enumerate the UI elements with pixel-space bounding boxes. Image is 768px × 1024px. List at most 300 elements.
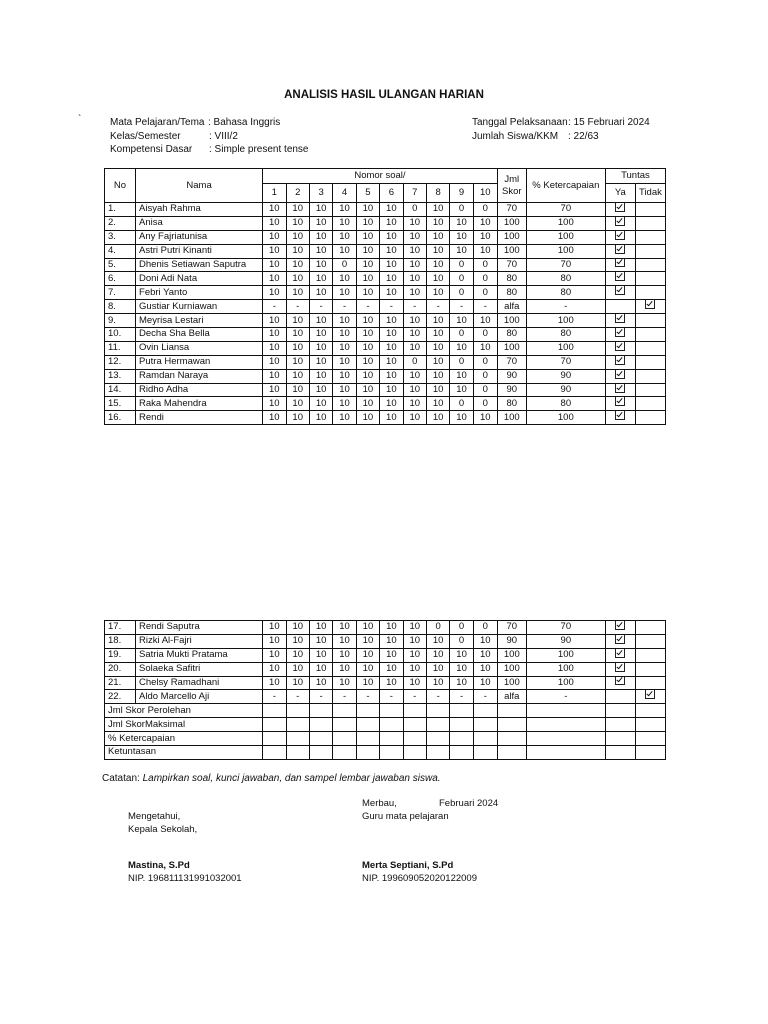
cell-score: 10: [309, 355, 332, 369]
cell-nama: Solaeka Safitri: [136, 662, 263, 676]
cell-tuntas-ya: [605, 258, 635, 272]
cell-score: -: [380, 300, 403, 314]
cell-score: 10: [333, 203, 356, 217]
cell-tuntas-tidak: [635, 634, 665, 648]
cell-score: 10: [473, 662, 497, 676]
summary-cell: [356, 746, 379, 760]
cell-nama: Any Fajriatunisa: [136, 230, 263, 244]
table-row: [105, 286, 666, 300]
cell-score: -: [473, 690, 497, 704]
summary-cell: [426, 732, 449, 746]
cell-no: 12.: [105, 355, 136, 369]
header-skor: Skor: [502, 185, 522, 197]
cell-score: 10: [263, 397, 286, 411]
cell-tuntas-ya: [605, 676, 635, 690]
checkbox-checked-icon: [615, 244, 625, 253]
summary-cell: [526, 718, 605, 732]
cell-tuntas-ya: [605, 272, 635, 286]
cell-ketercapaian: 100: [526, 662, 605, 676]
cell-jml-skor: 90: [497, 383, 526, 397]
cell-score: 10: [333, 634, 356, 648]
cell-nama: Ramdan Naraya: [136, 369, 263, 383]
summary-cell: [263, 718, 286, 732]
cell-ketercapaian: 80: [526, 286, 605, 300]
cell-ketercapaian: 70: [526, 621, 605, 635]
cell-score: -: [450, 690, 473, 704]
cell-score: -: [403, 690, 426, 704]
table-row: [105, 355, 666, 369]
cell-score: 10: [333, 216, 356, 230]
cell-score: 10: [263, 676, 286, 690]
summary-cell: [263, 704, 286, 718]
cell-score: 10: [333, 314, 356, 328]
checkbox-checked-icon: [615, 648, 625, 657]
cell-tuntas-ya: [605, 634, 635, 648]
cell-score: -: [333, 690, 356, 704]
cell-score: 10: [286, 258, 309, 272]
header-soal-2: 2: [286, 184, 309, 203]
cell-jml-skor: 100: [497, 244, 526, 258]
cell-no: 4.: [105, 244, 136, 258]
checkbox-checked-icon: [615, 355, 625, 364]
cell-score: 10: [356, 676, 379, 690]
table-row: [105, 397, 666, 411]
cell-score: 0: [473, 355, 497, 369]
summary-cell: [426, 746, 449, 760]
summary-cell: [309, 746, 332, 760]
summary-cell: [286, 746, 309, 760]
cell-jml-skor: 80: [497, 397, 526, 411]
summary-cell: [286, 718, 309, 732]
cell-nama: Rendi: [136, 411, 263, 425]
cell-jml-skor: 90: [497, 634, 526, 648]
cell-ketercapaian: -: [526, 300, 605, 314]
table-row: [105, 662, 666, 676]
cell-ketercapaian: 90: [526, 634, 605, 648]
cell-no: 18.: [105, 634, 136, 648]
checkbox-checked-icon: [615, 216, 625, 225]
cell-score: 10: [426, 328, 449, 342]
cell-tuntas-tidak: [635, 662, 665, 676]
cell-score: 10: [380, 634, 403, 648]
cell-score: 10: [286, 648, 309, 662]
header-soal-3: 3: [309, 184, 332, 203]
cell-score: 10: [286, 662, 309, 676]
cell-score: 10: [356, 328, 379, 342]
cell-score: 10: [380, 341, 403, 355]
jumlah-label: Jumlah Siswa/KKM: [472, 131, 559, 142]
cell-score: 0: [473, 328, 497, 342]
summary-cell: [333, 704, 356, 718]
checkbox-checked-icon: [615, 314, 625, 323]
table-row: [105, 300, 666, 314]
cell-score: 10: [309, 383, 332, 397]
cell-score: 10: [380, 383, 403, 397]
header-soal-8: 8: [426, 184, 449, 203]
header-nama: Nama: [136, 169, 263, 203]
table-row: [105, 411, 666, 425]
summary-cell: [473, 746, 497, 760]
cell-tuntas-ya: [605, 203, 635, 217]
cell-score: 10: [426, 397, 449, 411]
cell-score: 10: [263, 648, 286, 662]
checkbox-checked-icon: [615, 230, 625, 239]
cell-score: 10: [403, 258, 426, 272]
header-soal-10: 10: [473, 184, 497, 203]
cell-score: 10: [426, 286, 449, 300]
summary-cell: [403, 718, 426, 732]
cell-score: 10: [380, 648, 403, 662]
summary-cell: [356, 732, 379, 746]
summary-cell: [333, 746, 356, 760]
cell-jml-skor: 100: [497, 648, 526, 662]
cell-ketercapaian: -: [526, 690, 605, 704]
cell-jml-skor: 80: [497, 272, 526, 286]
cell-tuntas-ya: [605, 648, 635, 662]
cell-score: 10: [309, 634, 332, 648]
cell-ketercapaian: 90: [526, 383, 605, 397]
summary-cell: [263, 732, 286, 746]
summary-cell: [356, 704, 379, 718]
signature-right-line1: Guru mata pelajaran: [362, 811, 449, 822]
tanggal-label: Tanggal Pelaksanaan: [472, 117, 568, 128]
cell-tuntas-tidak: [635, 203, 665, 217]
cell-no: 21.: [105, 676, 136, 690]
cell-score: 10: [403, 328, 426, 342]
header-soal-6: 6: [380, 184, 403, 203]
summary-cell: [497, 718, 526, 732]
cell-score: 10: [333, 341, 356, 355]
table-row: [105, 341, 666, 355]
summary-cell: [473, 718, 497, 732]
cell-score: 10: [403, 272, 426, 286]
cell-score: 10: [450, 648, 473, 662]
cell-score: 10: [473, 676, 497, 690]
stray-mark: `: [78, 114, 82, 125]
cell-score: 10: [356, 662, 379, 676]
cell-tuntas-tidak: [635, 286, 665, 300]
cell-no: 10.: [105, 328, 136, 342]
cell-score: 10: [380, 244, 403, 258]
cell-score: 10: [333, 397, 356, 411]
cell-score: 10: [450, 341, 473, 355]
cell-score: 10: [263, 662, 286, 676]
cell-tuntas-tidak: [635, 258, 665, 272]
checkbox-checked-icon: [615, 203, 625, 212]
cell-score: 10: [426, 648, 449, 662]
cell-score: 10: [333, 411, 356, 425]
summary-cell: [380, 732, 403, 746]
cell-jml-skor: 70: [497, 621, 526, 635]
cell-no: 14.: [105, 383, 136, 397]
table-row: [105, 314, 666, 328]
summary-cell: [426, 718, 449, 732]
signature-left-line1: Mengetahui,: [128, 811, 181, 822]
cell-score: 10: [403, 216, 426, 230]
cell-jml-skor: 100: [497, 314, 526, 328]
cell-score: -: [263, 300, 286, 314]
cell-score: 10: [286, 355, 309, 369]
cell-score: 10: [356, 244, 379, 258]
cell-tuntas-tidak: [635, 230, 665, 244]
cell-ketercapaian: 90: [526, 369, 605, 383]
cell-tuntas-tidak: [635, 314, 665, 328]
checkbox-checked-icon: [615, 662, 625, 671]
header-jml-skor: [497, 169, 526, 203]
checkbox-checked-icon: [615, 397, 625, 406]
summary-label: % Ketercapaian: [105, 732, 263, 746]
cell-nama: Ovin Liansa: [136, 341, 263, 355]
summary-cell: [605, 718, 635, 732]
cell-nama: Aldo Marcello Aji: [136, 690, 263, 704]
cell-score: 10: [426, 244, 449, 258]
cell-no: 1.: [105, 203, 136, 217]
cell-score: 10: [473, 341, 497, 355]
cell-score: -: [356, 690, 379, 704]
cell-score: 10: [309, 286, 332, 300]
cell-score: 10: [473, 648, 497, 662]
cell-score: -: [473, 300, 497, 314]
cell-no: 7.: [105, 286, 136, 300]
summary-cell: [286, 704, 309, 718]
cell-nama: Ridho Adha: [136, 383, 263, 397]
checkbox-checked-icon: [615, 328, 625, 337]
table-row: [105, 648, 666, 662]
cell-score: 10: [333, 328, 356, 342]
cell-score: -: [286, 300, 309, 314]
cell-score: 10: [426, 634, 449, 648]
cell-score: 10: [403, 341, 426, 355]
summary-cell: [333, 718, 356, 732]
cell-ketercapaian: 100: [526, 648, 605, 662]
checkbox-checked-icon: [615, 272, 625, 281]
cell-score: 10: [309, 411, 332, 425]
cell-jml-skor: 100: [497, 676, 526, 690]
cell-no: 19.: [105, 648, 136, 662]
table-row: [105, 328, 666, 342]
cell-score: 10: [426, 355, 449, 369]
note: [102, 773, 441, 784]
kelas-value: : VIII/2: [209, 131, 238, 142]
cell-score: 0: [450, 634, 473, 648]
summary-cell: [356, 718, 379, 732]
signature-right-name: Merta Septiani, S.Pd: [362, 860, 454, 871]
page-title: ANALISIS HASIL ULANGAN HARIAN: [284, 89, 484, 101]
cell-jml-skor: 100: [497, 662, 526, 676]
cell-score: 10: [380, 286, 403, 300]
cell-score: 10: [309, 648, 332, 662]
cell-tuntas-ya: [605, 662, 635, 676]
cell-score: 10: [286, 411, 309, 425]
cell-score: 10: [286, 634, 309, 648]
table-row: [105, 634, 666, 648]
cell-score: 10: [356, 383, 379, 397]
cell-score: 10: [403, 286, 426, 300]
header-ya: Ya: [605, 184, 635, 203]
cell-score: 10: [309, 397, 332, 411]
cell-jml-skor: alfa: [497, 300, 526, 314]
cell-jml-skor: alfa: [497, 690, 526, 704]
cell-score: 10: [356, 272, 379, 286]
cell-score: 10: [333, 662, 356, 676]
cell-tuntas-ya: [605, 383, 635, 397]
cell-score: -: [380, 690, 403, 704]
summary-cell: [526, 704, 605, 718]
cell-no: 2.: [105, 216, 136, 230]
cell-score: 10: [403, 621, 426, 635]
cell-score: 10: [333, 272, 356, 286]
cell-tuntas-tidak: [635, 355, 665, 369]
summary-cell: [333, 732, 356, 746]
kd-value: : Simple present tense: [209, 144, 309, 155]
checkbox-checked-icon: [615, 286, 625, 295]
cell-score: 10: [380, 621, 403, 635]
summary-cell: [450, 746, 473, 760]
summary-label: Ketuntasan: [105, 746, 263, 760]
cell-score: 10: [309, 230, 332, 244]
cell-score: 10: [403, 244, 426, 258]
cell-score: 10: [309, 244, 332, 258]
cell-tuntas-tidak: [635, 216, 665, 230]
cell-score: 10: [309, 621, 332, 635]
summary-row: [105, 704, 666, 718]
cell-tuntas-tidak: [635, 328, 665, 342]
cell-no: 17.: [105, 621, 136, 635]
cell-score: 10: [380, 203, 403, 217]
cell-ketercapaian: 100: [526, 676, 605, 690]
cell-score: -: [450, 300, 473, 314]
cell-nama: Meyrisa Lestari: [136, 314, 263, 328]
summary-cell: [403, 704, 426, 718]
cell-score: 10: [426, 230, 449, 244]
cell-tuntas-tidak: [635, 690, 665, 704]
cell-tuntas-tidak: [635, 648, 665, 662]
cell-score: 0: [473, 397, 497, 411]
cell-score: -: [426, 690, 449, 704]
summary-row: [105, 732, 666, 746]
cell-score: 10: [426, 341, 449, 355]
cell-score: 10: [426, 314, 449, 328]
summary-cell: [380, 704, 403, 718]
cell-score: 0: [473, 369, 497, 383]
cell-score: 10: [356, 286, 379, 300]
cell-score: 0: [450, 328, 473, 342]
cell-score: -: [309, 690, 332, 704]
signature-right-nip: NIP. 199609052020122009: [362, 873, 477, 884]
cell-score: 10: [309, 216, 332, 230]
cell-score: 10: [263, 355, 286, 369]
table-row: [105, 383, 666, 397]
cell-score: 10: [380, 328, 403, 342]
cell-jml-skor: 70: [497, 355, 526, 369]
summary-cell: [635, 732, 665, 746]
summary-cell: [426, 704, 449, 718]
cell-nama: Febri Yanto: [136, 286, 263, 300]
cell-score: 10: [450, 314, 473, 328]
cell-ketercapaian: 80: [526, 328, 605, 342]
summary-row: [105, 718, 666, 732]
cell-score: 10: [403, 648, 426, 662]
cell-score: 10: [380, 314, 403, 328]
header-nomor-soal: Nomor soal/: [263, 169, 498, 184]
cell-score: 10: [356, 230, 379, 244]
cell-score: 0: [333, 258, 356, 272]
cell-ketercapaian: 70: [526, 355, 605, 369]
cell-score: 10: [286, 230, 309, 244]
cell-tuntas-tidak: [635, 383, 665, 397]
header-no: No: [105, 169, 136, 203]
cell-score: 10: [356, 341, 379, 355]
cell-tuntas-ya: [605, 355, 635, 369]
cell-score: 10: [450, 383, 473, 397]
checkbox-checked-icon: [615, 369, 625, 378]
cell-tuntas-ya: [605, 690, 635, 704]
cell-score: 10: [450, 662, 473, 676]
checkbox-checked-icon: [615, 676, 625, 685]
cell-score: 0: [450, 258, 473, 272]
checkbox-checked-icon: [615, 383, 625, 392]
cell-score: 10: [426, 676, 449, 690]
cell-score: 10: [286, 397, 309, 411]
cell-score: 10: [286, 244, 309, 258]
cell-tuntas-ya: [605, 328, 635, 342]
cell-score: 10: [309, 676, 332, 690]
table-row: [105, 690, 666, 704]
cell-score: 10: [426, 383, 449, 397]
cell-score: 10: [263, 411, 286, 425]
summary-cell: [263, 746, 286, 760]
cell-score: 10: [380, 355, 403, 369]
checkbox-checked-icon: [615, 634, 625, 643]
cell-score: 0: [450, 621, 473, 635]
cell-score: 10: [286, 203, 309, 217]
cell-score: 10: [309, 369, 332, 383]
table-row: [105, 621, 666, 635]
cell-score: 10: [263, 369, 286, 383]
cell-score: 10: [333, 355, 356, 369]
cell-score: 10: [380, 230, 403, 244]
header-soal-1: 1: [263, 184, 286, 203]
signature-date: Februari 2024: [439, 798, 499, 809]
cell-score: 10: [286, 383, 309, 397]
table-row: [105, 244, 666, 258]
cell-tuntas-ya: [605, 244, 635, 258]
cell-score: 0: [403, 355, 426, 369]
mapel-label: Mata Pelajaran/Tema: [110, 117, 205, 128]
cell-jml-skor: 100: [497, 411, 526, 425]
cell-score: 10: [380, 411, 403, 425]
header-ketercapaian: % Ketercapaian: [526, 169, 605, 203]
cell-tuntas-ya: [605, 411, 635, 425]
cell-score: -: [426, 300, 449, 314]
cell-score: 10: [426, 203, 449, 217]
cell-score: 10: [426, 369, 449, 383]
cell-score: 10: [263, 621, 286, 635]
cell-score: 0: [473, 258, 497, 272]
header-soal-4: 4: [333, 184, 356, 203]
cell-jml-skor: 80: [497, 286, 526, 300]
header-jml: Jml: [504, 173, 520, 185]
summary-cell: [605, 704, 635, 718]
signature-place: Merbau,: [362, 798, 397, 809]
tanggal-value: : 15 Februari 2024: [568, 117, 650, 128]
cell-score: 10: [356, 258, 379, 272]
cell-score: -: [286, 690, 309, 704]
cell-score: 10: [286, 341, 309, 355]
summary-label: Jml Skor Perolehan: [105, 704, 263, 718]
cell-nama: Doni Adi Nata: [136, 272, 263, 286]
checkbox-checked-icon: [615, 621, 625, 630]
